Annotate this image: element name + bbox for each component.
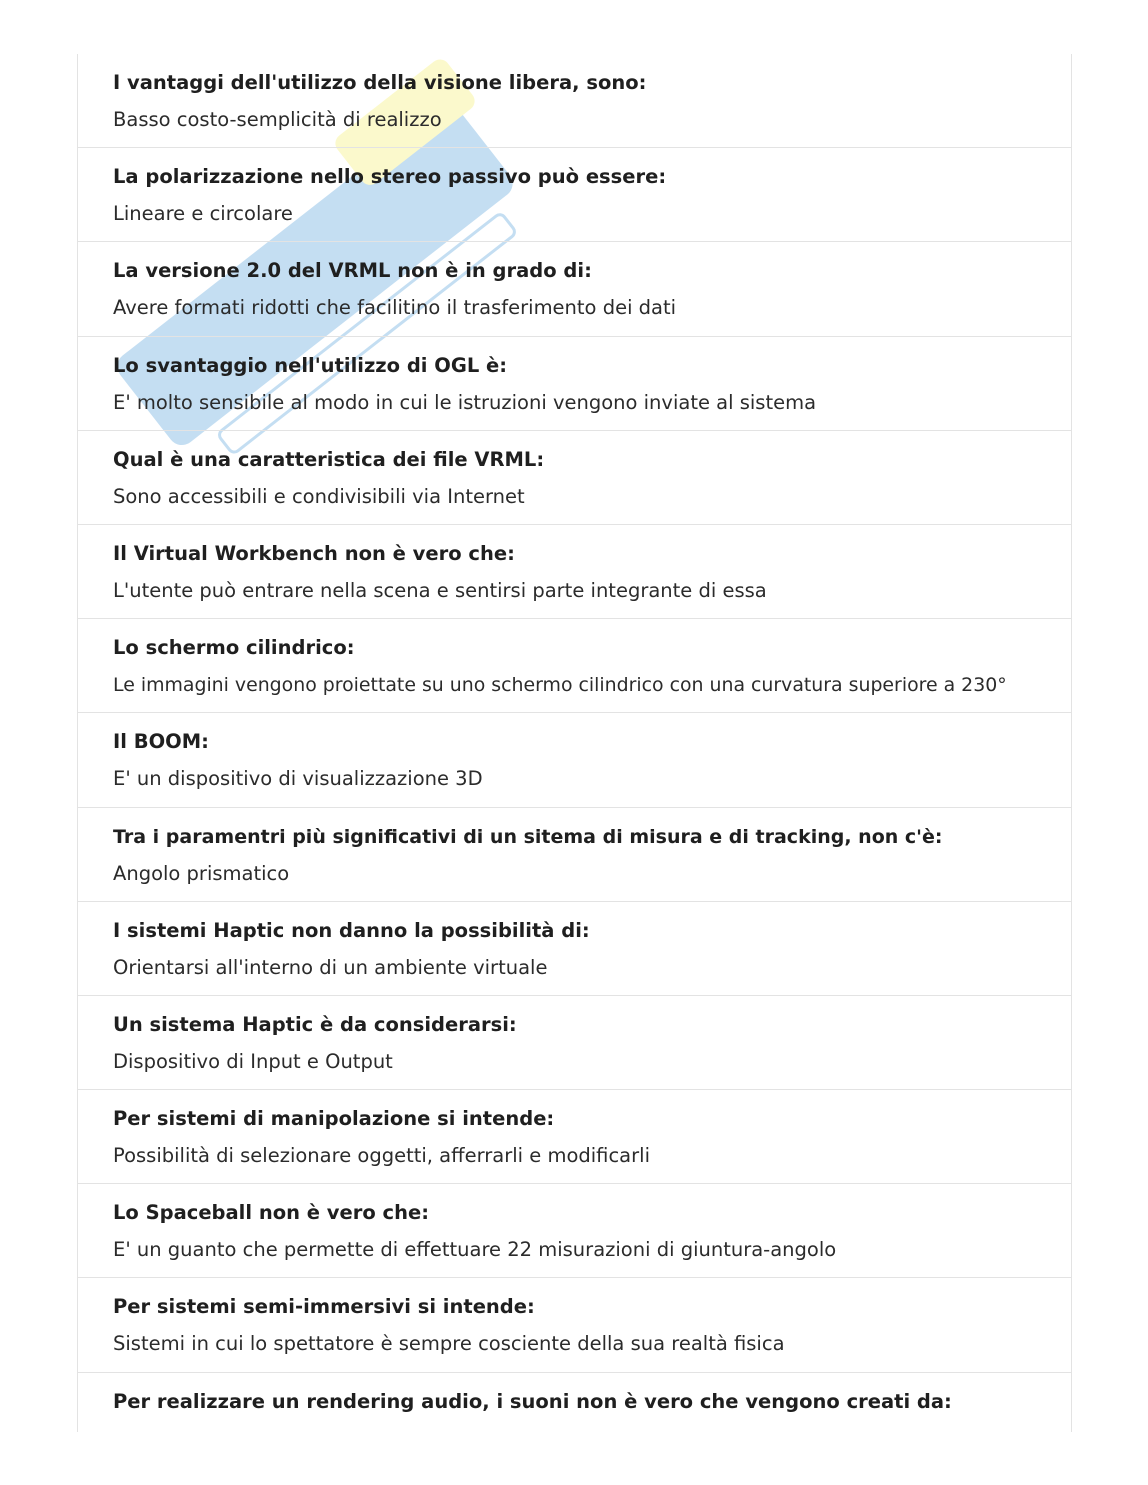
question-text: Il Virtual Workbench non è vero che: xyxy=(113,541,515,565)
answer-text: Angolo prismatico xyxy=(113,861,290,885)
qa-item xyxy=(78,808,1071,902)
question-text: Lo schermo cilindrico: xyxy=(113,636,355,660)
qa-item xyxy=(78,902,1071,996)
question-text: Per sistemi di manipolazione si intende: xyxy=(113,1107,555,1131)
question-text: Un sistema Haptic è da considerarsi: xyxy=(113,1012,517,1036)
question-text: Il BOOM: xyxy=(113,730,209,754)
qa-item xyxy=(78,54,1071,148)
answer-text: Sono accessibili e condivisibili via Internet xyxy=(113,484,525,508)
question-text: La polarizzazione nello stereo passivo può essere: xyxy=(113,165,667,189)
answer-text: E' molto sensibile al modo in cui le istruzioni vengono inviate al sistema xyxy=(113,390,817,414)
answer-text: Dispositivo di Input e Output xyxy=(113,1049,393,1073)
qa-item xyxy=(78,148,1071,242)
answer-text: E' un dispositivo di visualizzazione 3D xyxy=(113,767,483,791)
qa-item xyxy=(78,713,1071,807)
qa-item xyxy=(78,431,1071,525)
answer-text: Le immagini vengono proiettate su uno schermo cilindrico con una curvatura superiore a 230° xyxy=(113,674,1007,697)
answer-text: E' un guanto che permette di effettuare 22 misurazioni di giuntura-angolo xyxy=(113,1238,837,1262)
question-text: La versione 2.0 del VRML non è in grado di: xyxy=(113,259,592,283)
question-text: Tra i paramentri più significativi di un sitema di misura e di tracking, non c'è: xyxy=(113,825,943,848)
answer-text: Possibilità di selezionare oggetti, afferrarli e modificarli xyxy=(113,1144,650,1168)
qa-item xyxy=(78,1184,1071,1278)
question-text: Lo svantaggio nell'utilizzo di OGL è: xyxy=(113,353,508,377)
qa-item xyxy=(78,619,1071,713)
qa-item xyxy=(78,996,1071,1090)
answer-text: Avere formati ridotti che facilitino il trasferimento dei dati xyxy=(113,296,677,320)
question-text: Per realizzare un rendering audio, i suoni non è vero che vengono creati da: xyxy=(113,1389,952,1413)
question-text: Lo Spaceball non è vero che: xyxy=(113,1201,429,1225)
answer-text: L'utente può entrare nella scena e sentirsi parte integrante di essa xyxy=(113,578,767,602)
qa-item xyxy=(78,525,1071,619)
qa-item xyxy=(78,337,1071,431)
question-text: I sistemi Haptic non danno la possibilità di: xyxy=(113,918,590,942)
answer-text: Sistemi in cui lo spettatore è sempre cosciente della sua realtà fisica xyxy=(113,1332,785,1356)
answer-text: Orientarsi all'interno di un ambiente virtuale xyxy=(113,955,548,979)
qa-list xyxy=(77,54,1072,1432)
answer-text: Lineare e circolare xyxy=(113,202,293,226)
qa-item xyxy=(78,1090,1071,1184)
qa-item xyxy=(78,1373,1071,1432)
question-text: I vantaggi dell'utilizzo della visione libera, sono: xyxy=(113,71,647,94)
question-text: Per sistemi semi-immersivi si intende: xyxy=(113,1295,535,1319)
answer-text: Basso costo-semplicità di realizzo xyxy=(113,108,442,131)
question-text: Qual è una caratteristica dei file VRML: xyxy=(113,447,545,471)
qa-item xyxy=(78,1278,1071,1372)
qa-item xyxy=(78,242,1071,336)
